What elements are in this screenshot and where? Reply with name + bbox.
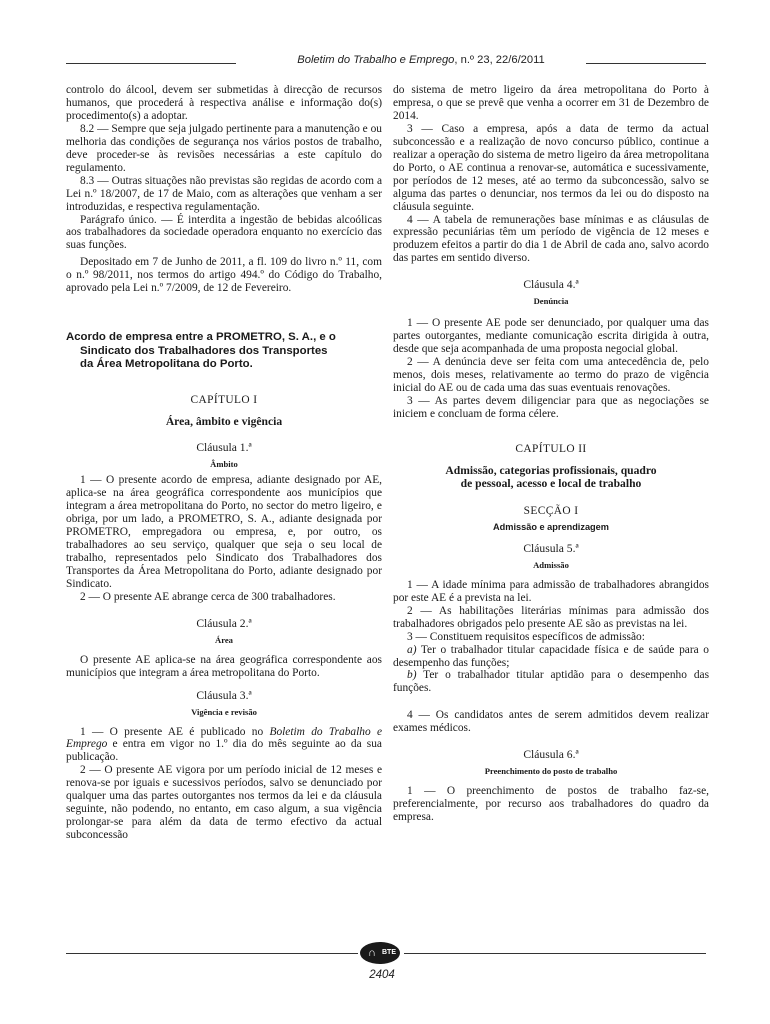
text-fragment: e entra em vigor no 1.º dia do mês seguinte ao da sua publicação. — [66, 738, 382, 764]
chapter-title-line: de pessoal, acesso e local de trabalho — [460, 477, 642, 491]
agreement-title — [66, 331, 382, 372]
text-fragment: Ter o trabalhador titular capacidade física e de saúde para o desempenho das funções; — [393, 643, 709, 669]
bte-logo-text: BTE — [382, 949, 396, 956]
clause-title: Vigência e revisão — [191, 706, 257, 717]
list-item — [393, 644, 709, 670]
clause-title: Preenchimento do posto de trabalho — [484, 766, 618, 777]
section-heading: SECÇÃO I — [523, 504, 579, 517]
paragraph: 3 — Constituem requisitos específicos de admissão: — [407, 630, 645, 643]
clause-heading: Cláusula 6.ª — [523, 748, 579, 762]
paragraph: 4 — Os candidatos antes de serem admitidos devem realizar exames médicos. — [393, 709, 709, 735]
paragraph: do sistema de metro ligeiro da área metropolitana do Porto à empresa, o que se prevê que venha a ocorrer em 31 de Dezembro de 2014. — [393, 84, 709, 122]
section-title: Admissão e aprendizagem — [493, 521, 609, 532]
paragraph: 2 — O presente AE vigora por um período inicial de 12 meses e renova-se por iguais e sucessivos períodos, salvo se denunciado por qualquer uma das partes outorgantes nos termos da lei e da cláusula seguinte, não podendo, no entanto, em caso algum, a sua vigência prolongar-se para além da data de termo efectivo da actual subconcessão — [66, 764, 382, 842]
publication-name: Boletim do Trabalho e Emprego — [66, 725, 382, 751]
paragraph: 4 — A tabela de remunerações base mínimas e as cláusulas de expressão pecuniárias têm um período de vigência de 12 meses e produzem efeitos a partir do dia 1 de Abril de cada ano, salvo acordo das partes em sentido diverso. — [393, 213, 709, 265]
paragraph: 1 — O preenchimento de postos de trabalho faz-se, preferencialmente, por recurso aos trabalhadores do quadro da empresa. — [393, 785, 709, 824]
paragraph: 8.2 — Sempre que seja julgado pertinente para a manutenção e ou melhoria das condições de segurança nos vários postos de trabalho, deve proceder-se às revisões necessárias a este capítulo do regulamento. — [66, 122, 382, 174]
clause-heading: Cláusula 2.ª — [196, 616, 252, 630]
text-fragment: Ter o trabalhador titular aptidão para o desempenho das funções. — [393, 669, 709, 695]
header-title — [256, 54, 586, 66]
clause-title: Admissão — [533, 559, 569, 570]
header-rule-left — [66, 63, 236, 64]
deposit-note: Depositado em 7 de Junho de 2011, a fl. 109 do livro n.º 11, com o n.º 98/2011, nos termos do artigo 494.º do Código do Trabalho, aprovado pela Lei n.º 7/2009, de 12 de Fevereiro. — [66, 256, 382, 295]
chapter-heading: CAPÍTULO I — [190, 393, 258, 406]
clause-heading: Cláusula 4.ª — [523, 278, 579, 292]
list-label: b) — [407, 669, 417, 682]
paragraph: 2 — As habilitações literárias mínimas para admissão dos trabalhadores obrigados pelo presente AE são as previstas na lei. — [393, 604, 709, 630]
clause-title: Denúncia — [533, 296, 569, 307]
text-fragment: 1 — O presente AE é publicado no — [80, 725, 270, 738]
clause-title: Âmbito — [210, 459, 238, 470]
paragraph: 3 — Caso a empresa, após a data de termo da actual subconcessão e a realização de novo concurso público, continue a realizar a operação do sistema de metro ligeiro da área metropolitana do Porto, o AE continua a renovar-se, automática e sucessivamente, por períodos de 12 meses, até ao termo da subconcessão, salvo se alguma das partes o denunciar, nos termos da lei ou do disposto na cláusula seguinte. — [393, 122, 709, 213]
paragraph: 1 — O presente AE pode ser denunciado, por qualquer uma das partes outorgantes, mediante comunicação escrita dirigida à outra, desde que seja acompanhada de uma proposta negocial global. — [393, 317, 709, 356]
left-column — [66, 84, 382, 842]
bte-logo-mark-icon: ∩ — [368, 947, 376, 959]
paragraph: 2 — A denúncia deve ser feita com uma antecedência de, pelo menos, dois meses, relativamente ao termo do prazo de vigência inicial do AE ou de cada uma das suas eventuais renovações. — [393, 356, 709, 395]
right-column — [393, 84, 709, 824]
clause-heading: Cláusula 5.ª — [523, 541, 579, 555]
header-rule-right — [586, 63, 706, 64]
publication-name: Boletim do Trabalho e Emprego — [297, 54, 455, 66]
agreement-title-line: da Área Metropolitana do Porto. — [80, 358, 253, 371]
list-label: a) — [407, 643, 417, 656]
paragraph: 2 — O presente AE abrange cerca de 300 trabalhadores. — [80, 590, 336, 603]
chapter-title — [393, 464, 709, 491]
agreement-title-line: Acordo de empresa entre a PROMETRO, S. A., e o — [66, 331, 336, 344]
chapter-title-line: Admissão, categorias profissionais, quadro — [445, 463, 657, 477]
paragraph — [66, 726, 382, 765]
page-number: 2404 — [369, 969, 395, 981]
clause-heading: Cláusula 3.ª — [196, 688, 252, 702]
issue-info: , n.º 23, 22/6/2011 — [454, 54, 545, 66]
paragraph: 1 — A idade mínima para admissão de trabalhadores abrangidos por este AE é a prevista na lei. — [393, 578, 709, 604]
paragraph: controlo do álcool, devem ser submetidas à direcção de recursos humanos, que procederá à respectiva análise e informação do(s) procedimento(s) a adoptar. — [66, 84, 382, 122]
paragraph: 3 — As partes devem diligenciar para que as negociações se iniciem e concluam de forma célere. — [393, 395, 709, 420]
paragraph: Parágrafo único. — É interdita a ingestão de bebidas alcoólicas aos trabalhadores da sociedade operadora enquanto no exercício das suas funções. — [66, 213, 382, 252]
paragraph: 1 — O presente acordo de empresa, adiante designado por AE, aplica-se na área geográfica correspondente aos municípios que integram a área metropolitana do Porto, no sector do metro ligeiro, e obriga, por um lado, a PROMETRO, S. A., adiante designada por PROMETRO, empregadora ou empresa, e, por outro, os trabalhadores ao seu serviço, qualquer que seja o seu local de trabalho, representados pelo Sindicato dos Trabalhadores dos Transportes da Área Metropolitana do Porto, adiante designado por Sindicato. — [66, 474, 382, 590]
bte-logo — [358, 940, 404, 968]
clause-heading: Cláusula 1.ª — [196, 441, 252, 455]
list-item — [393, 669, 709, 695]
agreement-title-line: Sindicato dos Trabalhadores dos Transportes — [80, 344, 328, 357]
paragraph: O presente AE aplica-se na área geográfica correspondente aos municípios que integram a área metropolitana do Porto. — [66, 653, 382, 679]
chapter-title: Área, âmbito e vigência — [165, 414, 283, 428]
paragraph: 8.3 — Outras situações não previstas são regidas de acordo com a Lei n.º 18/2007, de 17 de Maio, com as alterações que venham a ser introduzidas, e respectiva regulamentação. — [66, 174, 382, 213]
chapter-heading: CAPÍTULO II — [515, 442, 587, 455]
running-header — [66, 52, 706, 72]
clause-title: Área — [215, 634, 233, 645]
